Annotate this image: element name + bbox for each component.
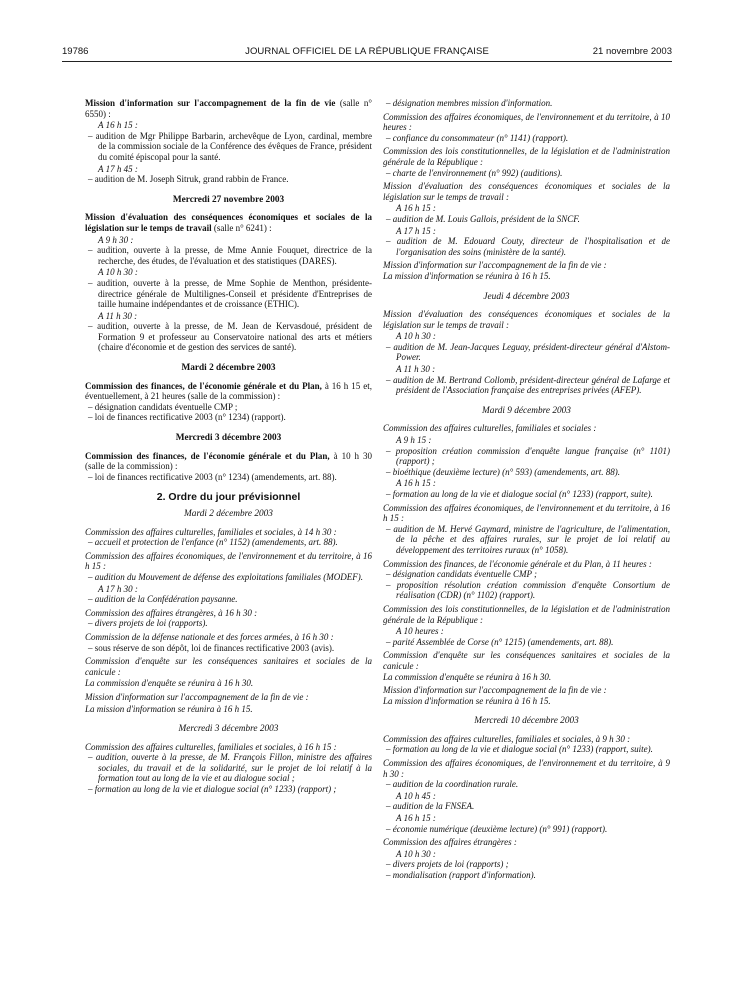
- agenda-item: – économie numérique (deuxième lecture) (n° 991) (rapport).: [386, 823, 608, 834]
- commission-heading: Commission des finances, de l'économie générale et du Plan, à 10 h 30 (salle de la commission) :: [85, 450, 372, 472]
- agenda-item: – audition de la coordination rurale.: [386, 779, 519, 790]
- commission-heading: Commission d'enquête sur les conséquences sanitaires et sociales de la canicule :: [85, 656, 372, 677]
- agenda-item: – loi de finances rectificative 2003 (n° 1234) (rapport).: [88, 412, 286, 423]
- commission-heading: Mission d'information sur l'accompagnement de la fin de vie :: [383, 685, 607, 696]
- agenda-item: – formation au long de la vie et dialogue social (n° 1233) (rapport, suite).: [386, 744, 653, 755]
- page-header: [62, 46, 672, 60]
- time-label: A 16 h 15 :: [98, 120, 138, 131]
- agenda-item: – parité Assemblée de Corse (n° 1215) (amendements, art. 88).: [386, 636, 614, 647]
- time-label: A 11 h 30 :: [396, 364, 436, 375]
- commission-heading: Commission des affaires culturelles, familiales et sociales, à 14 h 30 :: [85, 526, 337, 537]
- commission-heading: Mission d'information sur l'accompagnement de la fin de vie :: [383, 260, 607, 271]
- left-column: [85, 98, 372, 795]
- agenda-item: – mondialisation (rapport d'information).: [386, 870, 536, 880]
- agenda-item: – audition de M. Edouard Couty, directeur de l'hospitalisation et de l'organisation des soins (ministère de la santé).: [386, 236, 670, 257]
- mission-heading: Mission d'évaluation des conséquences économiques et sociales de la législation sur le temps de travail (salle n° 6241) :: [85, 212, 372, 233]
- meeting-note: La commission d'enquête se réunira à 16 h 30.: [383, 671, 552, 682]
- date-heading: Mercredi 27 novembre 2003: [172, 194, 285, 205]
- time-label: A 16 h 15 :: [396, 813, 436, 824]
- commission-heading: Commission d'enquête sur les conséquences sanitaires et sociales de la canicule :: [383, 650, 670, 671]
- date-heading: Mardi 2 décembre 2003: [181, 363, 276, 374]
- commission-heading: Commission de la défense nationale et des forces armées, à 16 h 30 :: [85, 631, 334, 642]
- agenda-item: – proposition création commission d'enquête langue française (n° 1101) (rapport) ;: [386, 445, 670, 467]
- time-label: A 11 h 30 :: [98, 310, 138, 321]
- agenda-item: – désignation membres mission d'information.: [386, 98, 553, 108]
- time-label: A 10 h 30 :: [98, 267, 138, 278]
- time-label: A 10 h 30 :: [396, 848, 436, 859]
- date-heading: Mercredi 10 décembre 2003: [474, 716, 579, 727]
- agenda-item: – divers projets de loi (rapports) ;: [386, 859, 509, 870]
- agenda-item: – désignation candidats éventuelle CMP ;: [386, 569, 538, 580]
- agenda-item: – audition de M. Bertrand Collomb, président-directeur général de Lafarge et président de l'Association française des entreprises privées (AFEP).: [386, 374, 670, 396]
- time-label: A 17 h 15 :: [396, 225, 436, 236]
- meeting-note: La mission d'information se réunira à 16 h 15.: [85, 703, 253, 714]
- agenda-item: – divers projets de loi (rapports).: [88, 618, 208, 629]
- commission-heading: Mission d'information sur l'accompagnement de la fin de vie :: [85, 691, 309, 702]
- agenda-item: – désignation candidats éventuelle CMP ;: [88, 401, 238, 412]
- right-column: [383, 98, 670, 881]
- agenda-item: – audition de M. Hervé Gaymard, ministre de l'agriculture, de l'alimentation, de la pêche et des affaires rurales, sur le projet de loi relatif au développement des territoires ruraux (n° 1058).: [386, 523, 670, 555]
- agenda-item: – audition de M. Louis Gallois, président de la SNCF.: [386, 213, 580, 224]
- date-heading: Mercredi 3 décembre 2003: [178, 724, 279, 735]
- header-date: 21 novembre 2003: [592, 46, 672, 57]
- agenda-item: – audition, ouverte à la presse, de M. François Fillon, ministre des affaires sociales, du travail et de la solidarité, sur le projet de loi relatif à la formation tout au long de la vie et au dialogue social ;: [88, 752, 372, 784]
- agenda-item: – audition de la FNSEA.: [386, 801, 475, 812]
- agenda-item: – audition, ouverte à la presse, de M. Jean de Kervasdoué, président de Formation 9 et professeur au Conservatoire national des arts et métiers (chaire d'économie et de gestion des services de santé).: [88, 321, 372, 353]
- agenda-item: – audition de la Confédération paysanne.: [88, 594, 238, 605]
- commission-heading: Commission des finances, de l'économie générale et du Plan, à 16 h 15 et, éventuellement, à 21 heures (salle de la commission) :: [85, 380, 372, 402]
- agenda-item: – bioéthique (deuxième lecture) (n° 593) (amendements, art. 88).: [386, 466, 620, 477]
- time-label: A 17 h 45 :: [98, 163, 138, 174]
- time-label: A 9 h 15 :: [396, 435, 432, 446]
- page-number: 19786: [62, 46, 89, 57]
- mission-heading: Mission d'information sur l'accompagnement de la fin de vie (salle n° 6550) :: [85, 98, 373, 119]
- time-label: A 10 h 45 :: [396, 790, 436, 801]
- time-label: A 16 h 15 :: [396, 203, 436, 214]
- agenda-item: – audition, ouverte à la presse, de Mme Annie Fouquet, directrice de la recherche, des études, de l'évaluation et des statistiques (DARES).: [88, 245, 372, 266]
- commission-heading: Commission des affaires étrangères :: [383, 837, 517, 848]
- agenda-item: – audition de Mgr Philippe Barbarin, archevêque de Lyon, cardinal, membre de la commission sociale de la Conférence des évêques de France, président du comité épiscopal pour la santé.: [88, 130, 372, 162]
- commission-heading: Commission des affaires économiques, de l'environnement et du territoire, à 9 h 30 :: [383, 758, 670, 779]
- agenda-item: – formation au long de la vie et dialogue social (n° 1233) (rapport, suite).: [386, 489, 653, 499]
- agenda-item: – audition, ouverte à la presse, de Mme Sophie de Menthon, présidente-directrice générale de Multilignes-Conseil et présidente d'Entreprises de taille humaine indépendantes et de croissance (ETHIC).: [88, 277, 372, 310]
- meeting-note: La commission d'enquête se réunira à 16 h 30.: [85, 678, 254, 689]
- commission-heading: Commission des affaires économiques, de l'environnement et du territoire, à 16 h 15 :: [383, 502, 670, 524]
- date-heading: Jeudi 4 décembre 2003: [483, 291, 570, 302]
- time-label: A 16 h 15 :: [396, 478, 436, 489]
- agenda-item: – proposition résolution création commission d'enquête Consortium de réalisation (CDR) (n° 1102) (rapport).: [386, 579, 670, 601]
- commission-heading: Commission des affaires culturelles, familiales et sociales, à 9 h 30 :: [383, 733, 631, 744]
- commission-heading: Commission des affaires économiques, de l'environnement et du territoire, à 16 h 15 :: [85, 550, 372, 572]
- section-heading: 2. Ordre du jour prévisionnel: [156, 491, 301, 504]
- agenda-item: – confiance du consommateur (n° 1141) (rapport).: [386, 132, 569, 143]
- commission-heading: Commission des affaires étrangères, à 16 h 30 :: [85, 607, 258, 618]
- commission-heading: Commission des finances, de l'économie générale et du Plan, à 11 heures :: [383, 558, 652, 569]
- time-label: A 10 heures :: [396, 626, 444, 637]
- commission-heading: Commission des affaires économiques, de l'environnement et du territoire, à 10 heures :: [383, 111, 670, 133]
- agenda-item: – formation au long de la vie et dialogue social (n° 1233) (rapport) ;: [88, 784, 337, 795]
- agenda-item: – loi de finances rectificative 2003 (n° 1234) (amendements, art. 88).: [88, 471, 337, 482]
- commission-heading: Commission des affaires culturelles, familiales et sociales :: [383, 423, 597, 434]
- agenda-item: – accueil et protection de l'enfance (n° 1152) (amendements, art. 88).: [88, 537, 338, 548]
- time-label: A 17 h 30 :: [98, 583, 138, 594]
- agenda-item: – audition de M. Joseph Sitruk, grand rabbin de France.: [88, 174, 289, 185]
- date-heading: Mardi 9 décembre 2003: [482, 405, 571, 416]
- time-label: A 10 h 30 :: [396, 331, 436, 342]
- commission-heading: Mission d'évaluation des conséquences économiques et sociales de la législation sur le temps de travail :: [383, 181, 670, 202]
- journal-title: JOURNAL OFFICIEL DE LA RÉPUBLIQUE FRANÇAISE: [245, 46, 489, 57]
- agenda-item: – sous réserve de son dépôt, loi de finances rectificative 2003 (avis).: [88, 642, 335, 653]
- commission-heading: Commission des lois constitutionnelles, de la législation et de l'administration générale de la République :: [383, 146, 670, 167]
- agenda-item: – audition du Mouvement de défense des exploitations familiales (MODEF).: [88, 571, 363, 582]
- commission-heading: Commission des affaires culturelles, familiales et sociales, à 16 h 15 :: [85, 741, 337, 752]
- commission-heading: Commission des lois constitutionnelles, de la législation et de l'administration générale de la République :: [383, 603, 670, 625]
- date-heading: Mardi 2 décembre 2003: [184, 509, 273, 519]
- meeting-note: La mission d'information se réunira à 16 h 15.: [383, 695, 551, 706]
- meeting-note: La mission d'information se réunira à 16 h 15.: [383, 270, 551, 281]
- time-label: A 9 h 30 :: [98, 234, 134, 245]
- agenda-item: – audition de M. Jean-Jacques Leguay, président-directeur général d'Alstom-Power.: [386, 341, 670, 363]
- commission-heading: Mission d'évaluation des conséquences économiques et sociales de la législation sur le temps de travail :: [383, 309, 670, 330]
- agenda-item: – charte de l'environnement (n° 992) (auditions).: [386, 167, 563, 178]
- date-heading: Mercredi 3 décembre 2003: [175, 433, 282, 444]
- header-rule: [62, 61, 672, 62]
